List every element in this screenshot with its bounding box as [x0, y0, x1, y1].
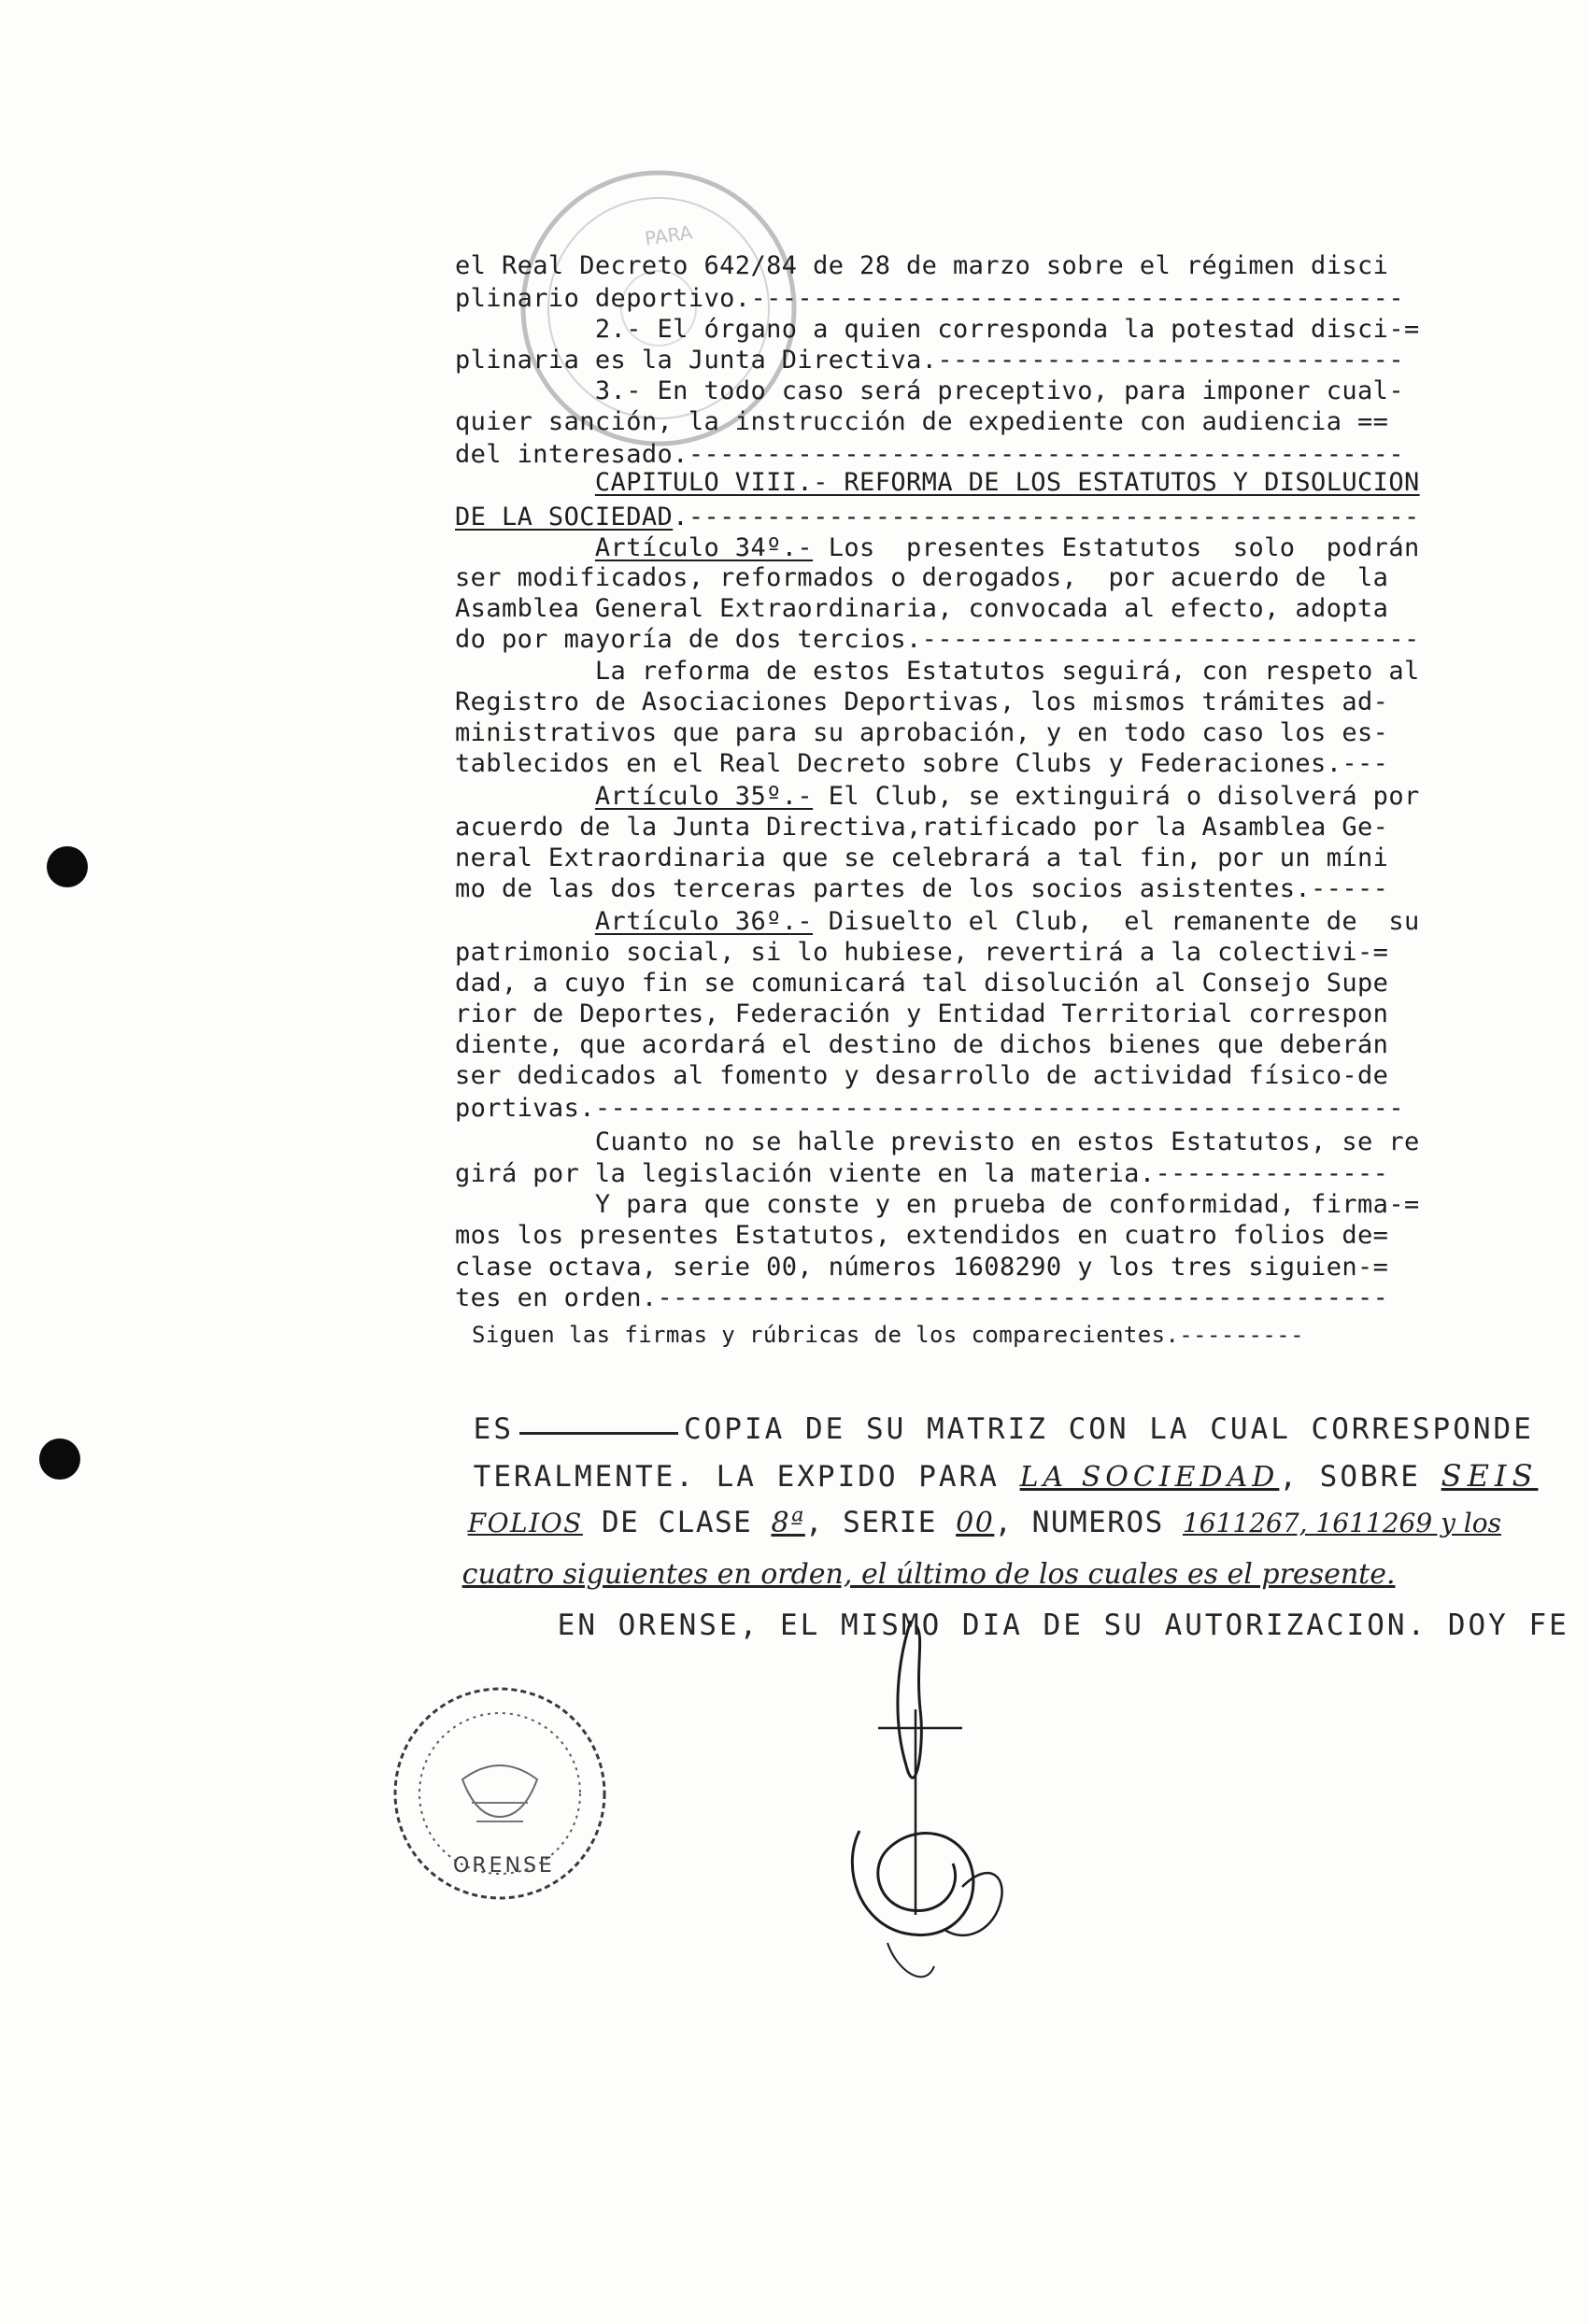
text-line — [455, 656, 1427, 687]
text-line-part: Cuanto no se halle previsto en estos Estatutos, se re — [455, 1127, 1420, 1156]
text-line-part: mos los presentes Estatutos, extendidos en cuatro folios de= — [455, 1221, 1389, 1250]
text-line-part: plinaria es la Junta Directiva.------------------------------ — [455, 346, 1404, 375]
text-line-part: .----------------------------------------------- — [673, 503, 1420, 531]
text-line — [455, 376, 1427, 406]
text-line — [455, 562, 1427, 593]
cert-literalmente: TERALMENTE. LA EXPIDO PARA — [473, 1460, 1020, 1494]
text-line-part: neral Extraordinaria que se celebrará a tal fin, por un míni — [455, 843, 1389, 872]
text-line-part: quier sanción, la instrucción de expediente con audiencia == — [455, 407, 1389, 436]
text-line — [455, 748, 1427, 779]
text-line-heading: CAPITULO VIII.- REFORMA DE LOS ESTATUTOS Y DISOLUCION — [594, 468, 1420, 497]
text-line-part: Siguen las firmas y rúbricas de los comparecientes.--------- — [472, 1322, 1304, 1348]
text-line-part: clase octava, serie 00, números 1608290 y los tres siguien-= — [455, 1253, 1389, 1282]
text-line — [455, 250, 1427, 281]
text-line — [455, 937, 1427, 968]
text-line-heading: Artículo 34º.- — [594, 533, 814, 562]
text-line — [455, 1127, 1427, 1157]
text-line-part — [455, 533, 595, 562]
text-line — [455, 1093, 1427, 1124]
cert-hand-clase: 8ª — [771, 1507, 805, 1539]
text-line-part: ministrativos que para su aprobación, y en todo caso los es- — [455, 718, 1389, 747]
text-line — [455, 843, 1427, 873]
text-line — [455, 1029, 1427, 1060]
text-line-part: Y para que conste y en prueba de conformidad, firma-= — [455, 1190, 1420, 1219]
text-line — [455, 502, 1427, 532]
text-line — [455, 345, 1427, 376]
text-line-part: ser dedicados al fomento y desarrollo de actividad físico-de — [455, 1061, 1389, 1090]
text-line — [472, 1320, 1443, 1351]
text-line-part: do por mayoría de dos tercios.-------------------------------- — [455, 625, 1420, 654]
cert-hand-serie: 00 — [956, 1507, 995, 1539]
text-line — [455, 1189, 1427, 1220]
punch-hole-top — [47, 846, 88, 887]
text-line — [455, 1158, 1427, 1189]
text-line — [455, 812, 1427, 843]
text-line-part: dad, a cuyo fin se comunicará tal disolución al Consejo Supe — [455, 969, 1389, 998]
punch-hole-bottom — [39, 1438, 80, 1480]
cert-de-clase: DE CLASE — [582, 1506, 772, 1539]
text-line-part: portivas.---------------------------------------------------- — [455, 1094, 1404, 1123]
text-line — [455, 906, 1427, 937]
seal-faint-label: PARA — [643, 220, 694, 250]
text-line — [455, 717, 1427, 748]
text-line-part: tablecidos en el Real Decreto sobre Clubs y Federaciones.--- — [455, 749, 1389, 778]
text-line-part: diente, que acordará el destino de dichos bienes que deberán — [455, 1030, 1389, 1059]
text-line — [455, 467, 1427, 498]
cert-hand-numeros: 1611267, 1611269 y los — [1182, 1508, 1501, 1538]
text-line-part: ser modificados, reformados o derogados, por acuerdo de la — [455, 563, 1389, 592]
text-line — [455, 439, 1427, 470]
text-line-part: Asamblea General Extraordinaria, convocada al efecto, adopta — [455, 594, 1389, 623]
text-line-part: Disuelto el Club, el remanente de su — [813, 907, 1420, 936]
cert-numeros: , NUMEROS — [994, 1506, 1183, 1539]
text-line — [455, 1220, 1427, 1251]
text-line-heading: Artículo 35º.- — [594, 782, 814, 811]
cert-es: ES — [473, 1412, 514, 1446]
text-line — [455, 314, 1427, 345]
text-line-part: Los presentes Estatutos solo podrán — [813, 533, 1420, 562]
cert-hand-seis: SEIS — [1441, 1458, 1539, 1494]
text-line-part: El Club, se extinguirá o disolverá por — [813, 782, 1420, 811]
text-line — [455, 283, 1427, 314]
text-line-part: rior de Deportes, Federación y Entidad Territorial correspon — [455, 999, 1389, 1028]
cert-en-orense: EN ORENSE, EL MISMO DIA DE SU AUTORIZACION. DOY FE — [557, 1608, 1569, 1642]
text-line-part — [455, 468, 595, 497]
text-line-part: La reforma de estos Estatutos seguirá, con respeto al — [455, 657, 1420, 686]
cert-hand-folios: FOLIOS — [467, 1508, 583, 1538]
text-line-part: Registro de Asociaciones Deportivas, los mismos trámites ad- — [455, 687, 1389, 716]
text-line — [455, 532, 1427, 563]
text-line — [455, 968, 1427, 999]
cert-hand-cuatro-siguientes: cuatro siguientes en orden, el último de los cuales es el presente. — [461, 1558, 1396, 1591]
text-line-part: girá por la legislación viente en la materia.--------------- — [455, 1159, 1389, 1188]
text-line-part: mo de las dos terceras partes de los socios asistentes.----- — [455, 874, 1389, 903]
text-line-part — [455, 782, 595, 811]
text-line-part: 3.- En todo caso será preceptivo, para imponer cual- — [455, 376, 1404, 405]
text-line — [455, 624, 1427, 655]
text-line — [455, 999, 1427, 1029]
text-line-part: patrimonio social, si lo hubiese, revertirá a la colectivi-= — [455, 938, 1389, 967]
text-line-part: 2.- El órgano a quien corresponda la potestad disci-= — [455, 315, 1420, 344]
text-line-part: el Real Decreto 642/84 de 28 de marzo sobre el régimen disci — [455, 251, 1389, 280]
text-line-part — [455, 907, 595, 936]
text-line-heading: DE LA SOCIEDAD — [455, 503, 674, 531]
cert-copia: COPIA DE SU MATRIZ CON LA CUAL CORRESPONDE — [683, 1412, 1534, 1446]
notary-signature — [822, 1607, 1046, 1999]
text-line-part: plinario deportivo.------------------------------------------ — [455, 284, 1404, 313]
text-line — [455, 406, 1427, 437]
text-line-part: acuerdo de la Junta Directiva,ratificado por la Asamblea Ge- — [455, 813, 1389, 842]
text-line — [455, 1252, 1427, 1282]
text-line — [455, 1060, 1427, 1091]
text-line — [455, 873, 1427, 904]
cert-serie: , SERIE — [804, 1506, 957, 1539]
text-line — [455, 1282, 1427, 1313]
text-line — [455, 781, 1427, 812]
text-line-part: del interesado.---------------------------------------------- — [455, 440, 1404, 469]
text-line-part: tes en orden.----------------------------------------------- — [455, 1283, 1389, 1312]
cert-sobre: , SOBRE — [1279, 1460, 1441, 1494]
cert-hand-sociedad: LA SOCIEDAD — [1019, 1461, 1280, 1494]
text-line — [455, 593, 1427, 624]
seal-city-label: ORENSE — [453, 1854, 555, 1878]
text-line-heading: Artículo 36º.- — [594, 907, 814, 936]
text-line — [455, 687, 1427, 717]
